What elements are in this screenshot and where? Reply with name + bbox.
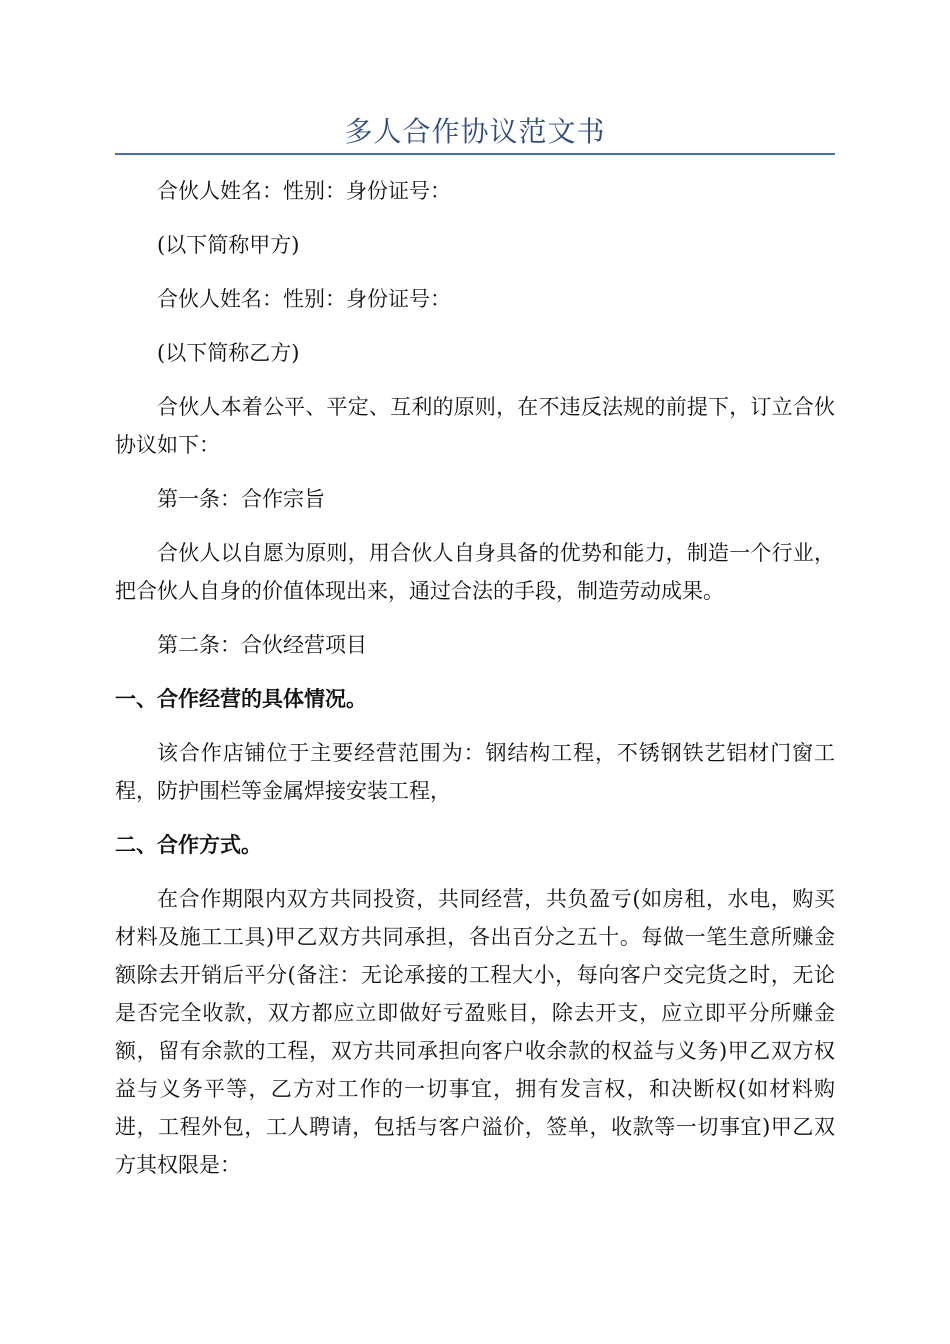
article-1-paragraph: 合伙人以自愿为原则，用合伙人自身具备的优势和能力，制造一个行业，把合伙人自身的价值体现出来，通过合法的手段，制造劳动成果。 [115,541,835,603]
partner-b-alias: (以下简称乙方) [157,341,300,365]
section-2-heading: 二、合作方式。 [115,833,262,857]
section-2-paragraph: 在合作期限内双方共同投资，共同经营，共负盈亏(如房租，水电，购买材料及施工工具)甲乙双方共同承担，各出百分之五十。每做一笔生意所赚金额除去开销后平分(备注：无论承接的工程大小，每向客户交完货之时，无论是否完全收款，双方都应立即做好亏盈账目，除去开支，应立即平分所赚金额，留有余款的工程，双方共同承担向客户收余款的权益与义务)甲乙双方权益与义务平等，乙方对工作的一切事宜，拥有发言权，和决断权(如材料购进，工程外包，工人聘请，包括与客户溢价，签单，收款等一切事宜)甲乙双方其权限是： [115,887,835,1177]
section-1-heading: 一、合作经营的具体情况。 [115,687,367,711]
section-1-paragraph: 该合作店铺位于主要经营范围为：钢结构工程，不锈钢铁艺铝材门窗工程，防护围栏等金属焊接安装工程， [115,741,835,803]
article-1-heading: 第一条：合作宗旨 [157,487,325,511]
partner-b-info: 合伙人姓名：性别：身份证号： [157,287,451,311]
preamble-paragraph: 合伙人本着公平、平定、互利的原则，在不违反法规的前提下，订立合伙协议如下： [115,395,835,457]
title-underline [115,153,835,155]
article-2-heading: 第二条：合伙经营项目 [157,633,367,657]
partner-a-alias: (以下简称甲方) [157,233,300,257]
document-title: 多人合作协议范文书 [344,115,606,148]
document-body [115,172,835,1200]
partner-a-info: 合伙人姓名：性别：身份证号： [157,179,451,203]
